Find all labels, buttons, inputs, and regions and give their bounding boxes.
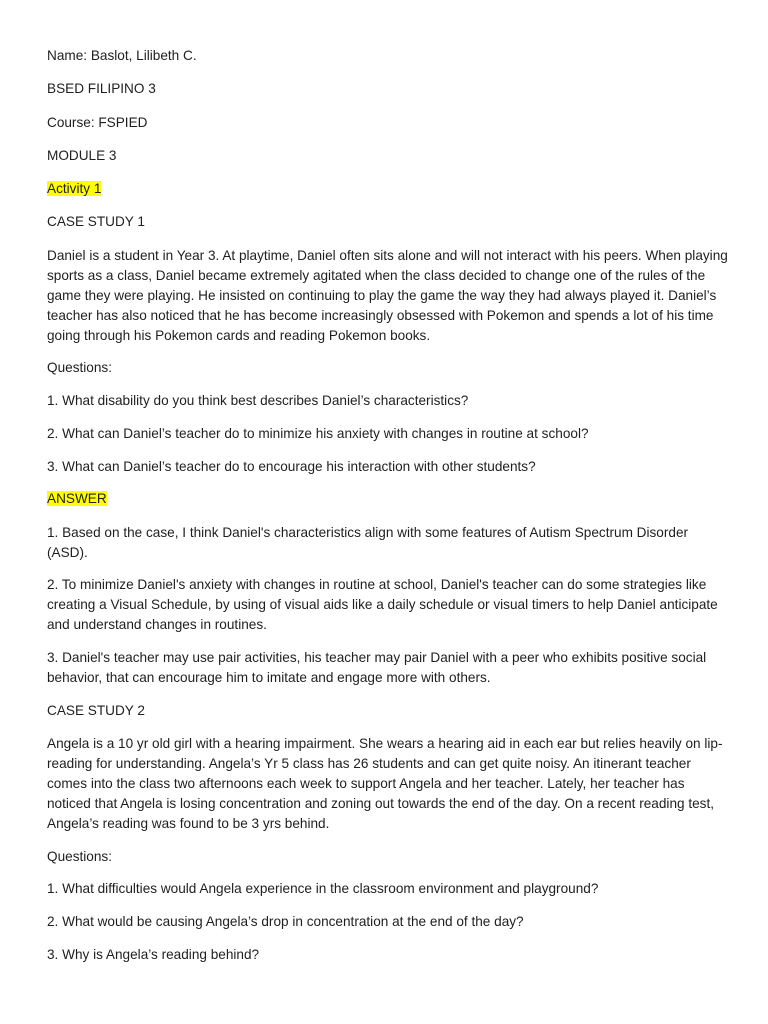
case-study-2-question: 3. Why is Angela’s reading behind? xyxy=(47,946,260,962)
case-study-1-question: 3. What can Daniel’s teacher do to encourage his interaction with other students? xyxy=(47,458,536,474)
case-study-1-question: 1. What disability do you think best describes Daniel’s characteristics? xyxy=(47,393,469,409)
case-study-2-questions-label: Questions: xyxy=(47,848,112,864)
document-page xyxy=(47,46,731,977)
case-study-1-body: Daniel is a student in Year 3. At playtime, Daniel often sits alone and will not interact with his peers. When playing sports as a class, Daniel became extremely agitated when the class decided to change one of the rules of the game they were playing. He insisted on continuing to play the game the way they had always played it. Daniel’s teacher has also noticed that he has become increasingly obsessed with Pokemon and spends a lot of his time going through his Pokemon cards and reading Pokemon books. xyxy=(47,247,728,343)
answer-heading xyxy=(47,489,731,509)
answer-label: ANSWER xyxy=(47,491,107,507)
case-study-1-questions-label: Questions: xyxy=(47,360,112,376)
program-line: BSED FILIPINO 3 xyxy=(47,81,156,97)
activity-heading xyxy=(47,179,731,199)
module-line: MODULE 3 xyxy=(47,147,117,163)
case-study-1-answer: 3. Daniel's teacher may use pair activities, his teacher may pair Daniel with a peer who exhibits positive social behavior, that can encourage him to imitate and engage more with others. xyxy=(47,649,707,685)
case-study-2-question: 2. What would be causing Angela’s drop in concentration at the end of the day? xyxy=(47,913,524,929)
course-line: Course: FSPIED xyxy=(47,114,148,130)
student-name: Name: Baslot, Lilibeth C. xyxy=(47,48,197,63)
case-study-2-question: 1. What difficulties would Angela experience in the classroom environment and playground? xyxy=(47,881,599,897)
activity-label: Activity 1 xyxy=(47,181,102,197)
case-study-2-body: Angela is a 10 yr old girl with a hearing impairment. She wears a hearing aid in each ear but relies heavily on lip-reading for understanding. Angela’s Yr 5 class has 26 students and can get quite noisy. An itinerant teacher comes into the class two afternoons each week to support Angela and her teacher. Lately, her teacher has noticed that Angela is losing concentration and zoning out towards the end of the day. On a recent reading test, Angela’s reading was found to be 3 yrs behind. xyxy=(47,735,723,831)
case-study-1-answer: 2. To minimize Daniel's anxiety with changes in routine at school, Daniel's teacher can do some strategies like creating a Visual Schedule, by using of visual aids like a daily schedule or visual timers to help Daniel anticipate and understand changes in routines. xyxy=(47,577,718,633)
case-study-1-question: 2. What can Daniel’s teacher do to minimize his anxiety with changes in routine at school? xyxy=(47,425,589,441)
case-study-1-answer: 1. Based on the case, I think Daniel's characteristics align with some features of Autism Spectrum Disorder (ASD). xyxy=(47,524,689,560)
case-study-1-title: CASE STUDY 1 xyxy=(47,214,145,230)
case-study-2-title: CASE STUDY 2 xyxy=(47,702,145,718)
